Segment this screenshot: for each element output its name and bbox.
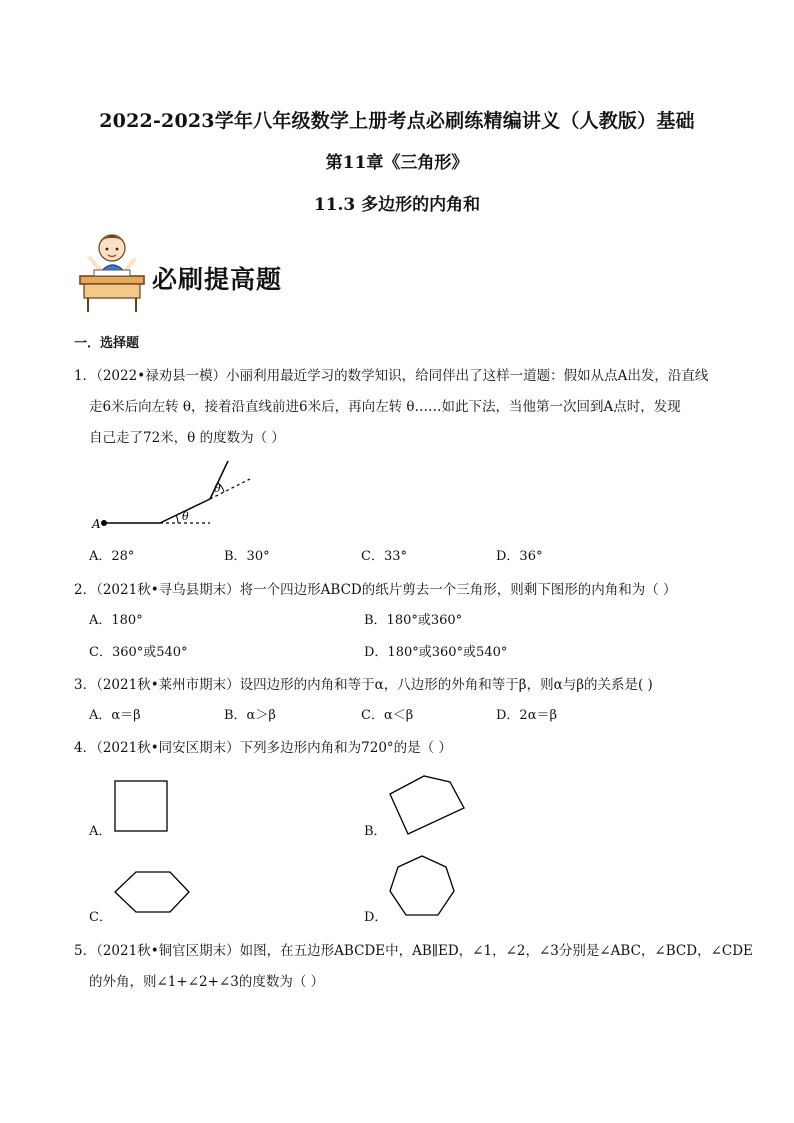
- q2-option-b: B．180°或360°: [364, 613, 463, 628]
- q3-option-c: C．α＜β: [361, 708, 414, 723]
- q2-option-c: C．360°或540°: [89, 645, 188, 660]
- q3-option-a: A．α＝β: [89, 708, 141, 723]
- q1-option-d: D．36°: [496, 549, 543, 564]
- q2-option-d: D．180°或360°或540°: [364, 645, 508, 660]
- q4-option-d: D．: [364, 910, 388, 925]
- q3-option-d: D．2α＝β: [496, 708, 557, 723]
- document-title: 2022-2023学年八年级数学上册考点必刷练精编讲义（人教版）基础: [99, 110, 695, 132]
- q4-option-c: C．: [89, 910, 112, 925]
- question-1-figure: [86, 455, 266, 535]
- q4-option-a: A．: [89, 824, 112, 839]
- question-1-line-1: 1．（2022•禄劝县一模）小丽利用最近学习的数学知识，给同伴出了这样一道题：假如从点A出发，沿直线: [74, 368, 709, 384]
- question-1-line-2: 走6米后向左转 θ，接着沿直线前进6米后，再向左转 θ……如此下法，当他第一次回到A点时，发现: [89, 399, 681, 415]
- q1-option-b: B．30°: [224, 549, 270, 564]
- q1-option-a: A．28°: [89, 549, 135, 564]
- heptagon-icon: [386, 853, 458, 923]
- hexagon-icon: [112, 868, 192, 918]
- section-title: 11.3 多边形的内角和: [313, 195, 481, 215]
- question-4-line-1: 4．（2021秋•同安区期末）下列多边形内角和为720°的是（ ）: [74, 740, 452, 756]
- question-5-line-1: 5．（2021秋•铜官区期末）如图，在五边形ABCDE中，AB∥ED，∠1，∠2，∠3分别是∠ABC，∠BCD，∠CDE: [74, 943, 753, 959]
- chapter-title: 第11章《三角形》: [325, 153, 469, 173]
- question-2-line-1: 2．（2021秋•寻乌县期末）将一个四边形ABCD的纸片剪去一个三角形，则剩下图形的内角和为（ ）: [74, 582, 677, 598]
- q4-option-b: B．: [364, 824, 387, 839]
- question-3-line-1: 3．（2021秋•莱州市期末）设四边形的内角和等于α，八边形的外角和等于β，则α与β的关系是( ): [74, 677, 653, 693]
- point-a-label: A: [92, 517, 101, 531]
- q3-option-b: B．α＞β: [224, 708, 276, 723]
- banner-heading: 必刷提高题: [152, 265, 283, 294]
- pentagon-icon: [386, 772, 468, 838]
- q2-option-a: A．180°: [89, 613, 143, 628]
- angle-theta-label-1: θ: [182, 510, 189, 523]
- question-1-line-3: 自己走了72米，θ 的度数为（ ）: [89, 430, 285, 446]
- square-icon: [112, 778, 172, 834]
- angle-theta-label-2: θ: [214, 482, 221, 495]
- q1-option-c: C．33°: [361, 549, 407, 564]
- question-5-line-2: 的外角，则∠1+∠2+∠3的度数为（ ）: [89, 974, 325, 990]
- section-heading: 一．选择题: [74, 336, 140, 351]
